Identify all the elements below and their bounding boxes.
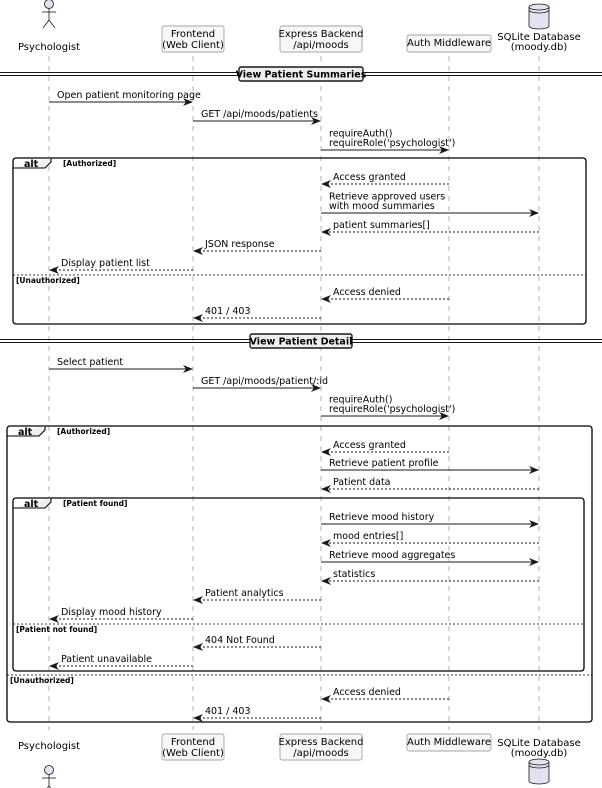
message-label: with mood summaries	[329, 201, 435, 212]
participant-subname: (moody.db)	[510, 42, 568, 53]
participant-db-head	[497, 4, 581, 53]
participant-db-foot	[497, 738, 581, 784]
participant-psych-head	[18, 0, 80, 53]
message-18	[322, 531, 539, 543]
message-label: 401 / 403	[205, 306, 251, 317]
message-label: Display mood history	[61, 607, 162, 618]
message-label: Access denied	[333, 687, 401, 698]
message-26	[194, 706, 321, 718]
message-14	[322, 440, 449, 452]
section-title: View Patient Detail	[249, 336, 353, 348]
message-label: Open patient monitoring page	[57, 90, 201, 101]
message-label: 404 Not Found	[205, 635, 275, 646]
message-label: mood entries[]	[333, 531, 404, 542]
participant-name: Frontend	[170, 737, 216, 748]
participant-be-foot	[279, 734, 364, 760]
message-10	[194, 306, 321, 318]
section-title: View Patient Summaries	[235, 69, 367, 81]
participant-subname: (Web Client)	[162, 748, 224, 759]
frame-keyword: alt	[24, 159, 39, 170]
participant-be-head	[279, 26, 364, 52]
participant-auth-head	[407, 35, 491, 52]
database-top	[529, 759, 549, 765]
participant-fe-foot	[162, 734, 224, 760]
message-label: requireRole('psychologist')	[329, 404, 456, 415]
message-23	[194, 635, 321, 647]
participant-name: SQLite Database	[497, 738, 581, 749]
participant-name: Psychologist	[17, 741, 81, 752]
message-label: Access denied	[333, 287, 401, 298]
participant-psych-foot	[18, 741, 80, 788]
frame-keyword: alt	[24, 499, 39, 510]
message-label: Retrieve mood aggregates	[329, 550, 456, 561]
section-divider-sec2	[0, 334, 602, 348]
message-21	[194, 588, 321, 600]
message-25	[322, 687, 449, 699]
frame-keyword: alt	[18, 427, 33, 438]
frame-guard: [Authorized]	[57, 427, 111, 436]
message-12	[193, 376, 328, 388]
message-16	[322, 477, 539, 489]
frame-else-guard: [Unauthorized]	[16, 276, 80, 285]
frame-guard: [Authorized]	[63, 159, 117, 168]
message-label: Patient data	[333, 477, 391, 488]
message-label: statistics	[333, 569, 376, 580]
message-label: requireRole('psychologist')	[329, 138, 456, 149]
actor-leg	[43, 20, 49, 28]
message-4	[322, 172, 449, 184]
message-11	[49, 357, 192, 369]
message-9	[322, 287, 449, 299]
message-6	[322, 220, 539, 232]
message-3	[321, 129, 455, 151]
message-7	[194, 239, 321, 251]
participant-name: SQLite Database	[497, 32, 581, 43]
message-label: Access granted	[333, 440, 406, 451]
message-label: Patient analytics	[205, 588, 284, 599]
message-1	[49, 90, 201, 102]
message-5	[321, 192, 538, 214]
message-label: Retrieve approved users	[329, 191, 446, 203]
participant-name: Auth Middleware	[407, 38, 491, 49]
participant-name: Express Backend	[278, 737, 364, 748]
actor-head-icon	[45, 766, 54, 775]
message-label: Select patient	[57, 357, 124, 368]
message-label: Retrieve mood history	[329, 512, 435, 523]
message-label: GET /api/moods/patients	[201, 109, 318, 120]
message-24	[50, 654, 193, 666]
message-19	[321, 550, 538, 562]
actor-leg	[49, 20, 55, 28]
actor-head-icon	[45, 0, 54, 9]
frame-border	[13, 158, 586, 324]
participant-name: Express Backend	[278, 29, 364, 40]
participant-auth-foot	[407, 734, 491, 751]
participant-subname: /api/moods	[293, 40, 349, 51]
message-label: JSON response	[205, 239, 275, 250]
message-22	[50, 607, 193, 619]
message-label: Patient unavailable	[61, 654, 153, 665]
participant-subname: /api/moods	[293, 748, 349, 759]
participant-fe-head	[162, 26, 224, 52]
message-label: requireAuth()	[329, 394, 393, 406]
participant-name: Auth Middleware	[407, 737, 491, 748]
message-2	[193, 109, 320, 121]
message-label: Display patient list	[61, 258, 150, 269]
frame-else-guard: [Unauthorized]	[10, 676, 74, 685]
message-label: Access granted	[333, 172, 406, 183]
frame-guard: [Patient found]	[63, 499, 128, 508]
message-label: GET /api/moods/patient/:id	[201, 376, 329, 387]
frame-else-guard: [Patient not found]	[16, 625, 98, 634]
section-divider-sec1	[0, 67, 602, 81]
participant-subname: (moody.db)	[510, 748, 568, 759]
message-label: patient summaries[]	[333, 220, 430, 231]
participant-subname: (Web Client)	[162, 40, 224, 51]
message-13	[321, 395, 455, 417]
database-icon	[529, 759, 549, 784]
message-label: Retrieve patient profile	[329, 458, 439, 469]
message-8	[50, 258, 193, 270]
message-20	[322, 569, 539, 581]
participant-name: Psychologist	[17, 42, 81, 53]
database-top	[529, 4, 549, 10]
database-icon	[529, 4, 549, 29]
alt-frame-alt1	[13, 158, 586, 324]
message-label: requireAuth()	[329, 128, 393, 140]
message-17	[321, 512, 538, 524]
participant-name: Frontend	[170, 29, 216, 40]
message-15	[321, 458, 538, 470]
message-label: 401 / 403	[205, 706, 251, 717]
